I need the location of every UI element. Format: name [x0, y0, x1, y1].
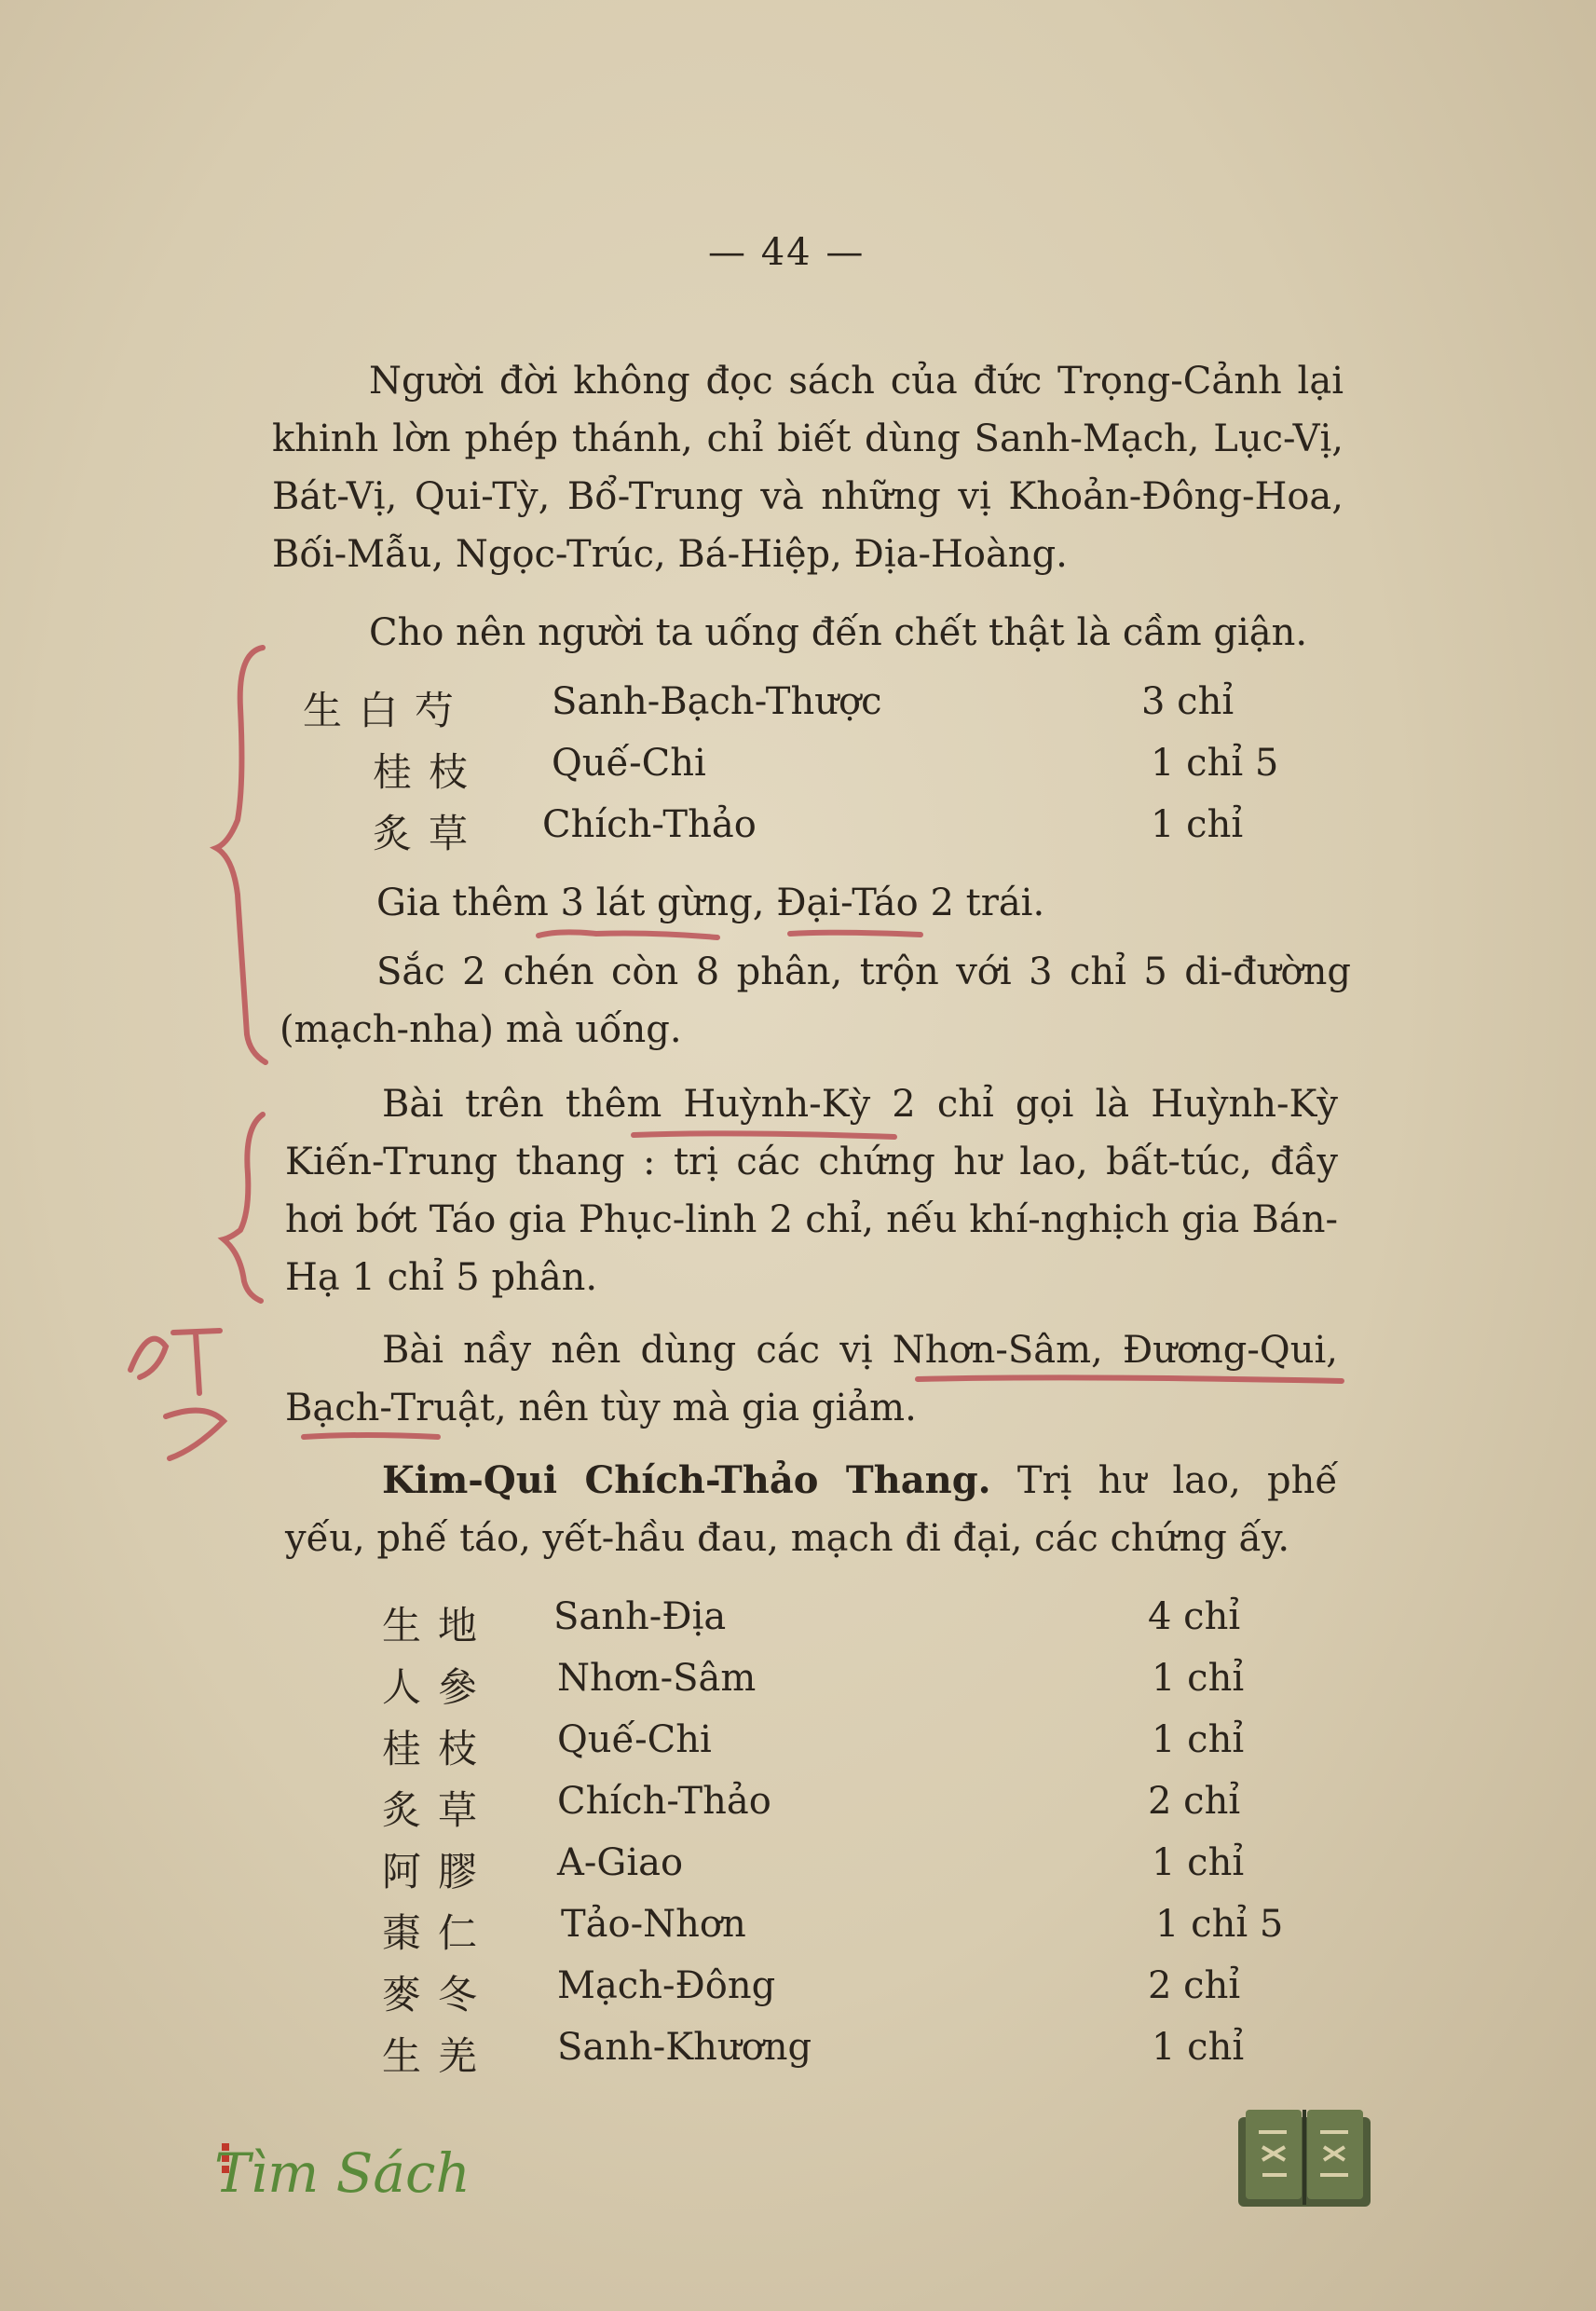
paragraph-variant: Bài trên thêm Huỳnh-Kỳ 2 chỉ gọi là Huỳnh-Kỳ Kiến-Trung thang : trị các chứng hư lao, bất-túc, đầy hơi bớt Táo gia Phục-linh 2 chỉ, nếu khí-nghịch gia Bán-Hạ 1 chỉ 5 phân.	[285, 1083, 1338, 1299]
herb-name: Sanh-Khương	[557, 2026, 812, 2069]
paragraph-note: Bài nầy nên dùng các vị Nhơn-Sâm, Đương-Qui, Bạch-Truật, nên tùy mà gia giảm.	[285, 1329, 1338, 1429]
underline-3-lat	[539, 932, 717, 937]
herb-cjk: 阿膠	[382, 1849, 495, 1894]
margin-note-b	[173, 1331, 220, 1393]
herb-cjk: 生羌	[382, 2033, 495, 2079]
herb-cjk: 麥冬	[382, 1972, 495, 2017]
herb-dose: 1 chỉ 5	[1151, 742, 1279, 785]
herb-cjk: 炙草	[373, 811, 485, 856]
page-number: — 44 —	[708, 231, 866, 274]
paragraph-conclusion: Cho nên người ta uống đến chết thật là cầm giận.	[369, 611, 1308, 654]
herb-cjk: 生地	[382, 1603, 495, 1648]
herb-dose: 1 chỉ 5	[1155, 1903, 1284, 1946]
herb-name: Chích-Thảo	[542, 803, 757, 846]
herb-cjk: 炙草	[382, 1787, 495, 1833]
herb-name: Chích-Thảo	[557, 1780, 771, 1823]
herb-name: Sanh-Địa	[553, 1595, 727, 1638]
paragraph-intro: Người đời không đọc sách của đức Trọng-Cảnh lại khinh lờn phép thánh, chỉ biết dùng Sanh-Mạch, Lục-Vị, Bát-Vị, Qui-Tỳ, Bổ-Trung và những vị Khoản-Đông-Hoa, Bối-Mẫu, Ngọc-Trúc, Bá-Hiệp, Địa-Hoàng.	[272, 360, 1344, 576]
herb-dose: 3 chỉ	[1141, 680, 1235, 723]
watermark-logo: Tìm Sách	[214, 2141, 471, 2205]
underline-nhon-sam	[918, 1377, 1342, 1381]
herb-name: Tảo-Nhơn	[561, 1903, 746, 1946]
herb-cjk: 桂枝	[382, 1726, 495, 1771]
underline-bach-truat	[304, 1435, 438, 1437]
formula-description: Trị hư lao, phế yếu, phế táo, yết-hầu đau, mạch đi đại, các chứng ấy.	[285, 1459, 1339, 1560]
bracket-mark-1	[216, 648, 266, 1062]
herb-name: Quế-Chi	[557, 1718, 712, 1761]
herb-name: Nhơn-Sâm	[557, 1657, 757, 1700]
herb-cjk: 人參	[382, 1664, 495, 1710]
bracket-mark-2	[224, 1114, 263, 1301]
formula-title: Kim-Qui Chích-Thảo Thang.	[382, 1458, 991, 1502]
underline-dai-tao	[790, 933, 921, 935]
paragraph-decoction: Sắc 2 chén còn 8 phân, trộn với 3 chỉ 5 di-đường (mạch-nha) mà uống.	[280, 950, 1351, 1051]
herb-dose: 2 chỉ	[1148, 1964, 1241, 2007]
herb-dose: 1 chỉ	[1152, 1657, 1245, 1700]
herb-dose: 1 chỉ	[1152, 2026, 1245, 2069]
book-emblem-icon	[1235, 2104, 1374, 2214]
herb-dose: 1 chỉ	[1151, 803, 1244, 846]
herb-dose: 2 chỉ	[1148, 1780, 1241, 1823]
herb-name: Sanh-Bạch-Thược	[552, 680, 882, 723]
herb-cjk: 棗仁	[382, 1910, 495, 1956]
paragraph-additions: Gia thêm 3 lát gừng, Đại-Táo 2 trái.	[376, 882, 1045, 924]
herb-dose: 4 chỉ	[1148, 1595, 1241, 1638]
underline-huynh-ky	[634, 1133, 894, 1137]
herb-dose: 1 chỉ	[1152, 1841, 1245, 1884]
herb-cjk: 桂枝	[373, 749, 485, 795]
herb-name: Quế-Chi	[552, 742, 706, 785]
herb-name: A-Giao	[557, 1841, 684, 1884]
herb-name: Mạch-Đông	[557, 1964, 776, 2007]
herb-dose: 1 chỉ	[1152, 1718, 1245, 1761]
margin-note-a	[130, 1339, 166, 1377]
margin-note-c	[166, 1411, 224, 1458]
herb-cjk: 生白芍	[303, 688, 471, 733]
